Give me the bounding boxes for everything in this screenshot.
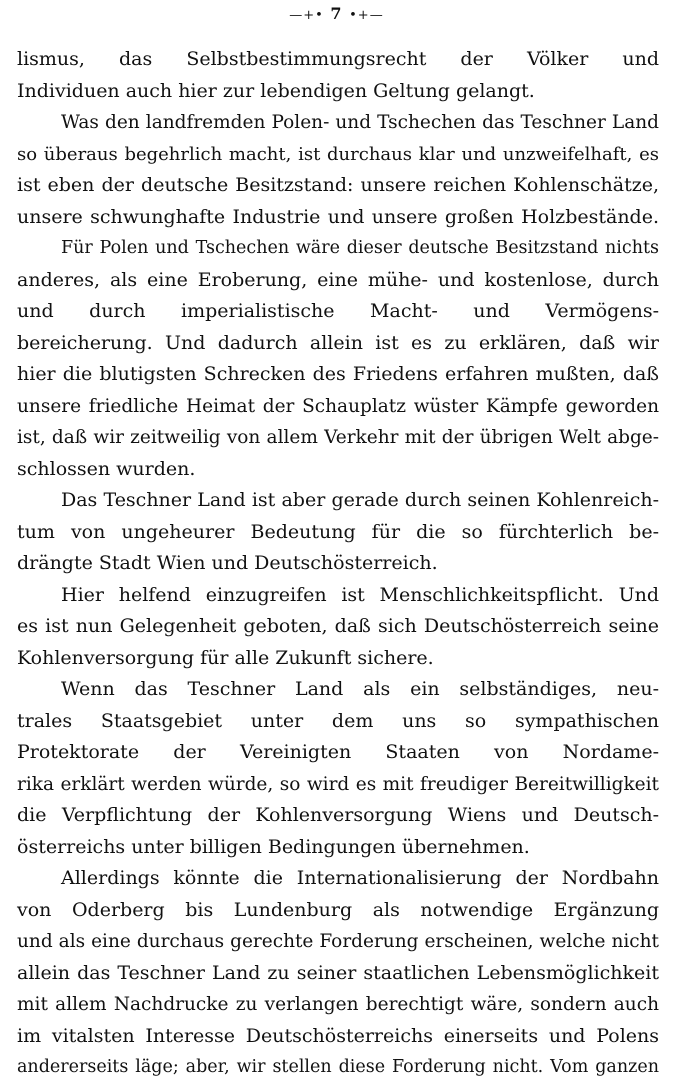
text-line: allein das Teschner Land zu seiner staatlichen Lebensmöglichkeit bbox=[17, 961, 659, 984]
paragraph-first-line: Das Teschner Land ist aber gerade durch seinen Kohlenreich- bbox=[61, 489, 659, 511]
page-number: 7 bbox=[330, 4, 343, 23]
text-line: und durch imperialistische Macht- und Vermögens- bbox=[17, 300, 659, 322]
page-header bbox=[0, 4, 673, 23]
text-line: trales Staatsgebiet unter dem uns so sympathischen bbox=[17, 709, 659, 732]
text-line: drängte Stadt Wien und Deutschösterreich. bbox=[17, 552, 438, 574]
text-line: schlossen wurden. bbox=[17, 457, 196, 480]
text-line: hier die blutigsten Schrecken des Friedens erfahren mußten, daß bbox=[17, 363, 659, 385]
text-line: Kohlenversorgung für alle Zukunft sichere. bbox=[17, 646, 434, 669]
paragraph-first-line: Allerdings könnte die Internationalisierung der Nordbahn bbox=[61, 867, 659, 889]
text-line: bereicherung. Und dadurch allein ist es zu erklären, daß wir bbox=[17, 331, 659, 354]
body-text bbox=[17, 44, 659, 1084]
text-line: unsere friedliche Heimat der Schauplatz wüster Kämpfe geworden bbox=[17, 395, 659, 417]
text-line: von Oderberg bis Lundenburg als notwendige Ergänzung bbox=[17, 898, 659, 921]
text-line: tum von ungeheurer Bedeutung für die so fürchterlich be- bbox=[17, 520, 659, 543]
text-line: rika erklärt werden würde, so wird es mit freudiger Bereitwilligkeit bbox=[17, 773, 659, 795]
text-line: österreichs unter billigen Bedingungen übernehmen. bbox=[17, 835, 530, 858]
text-line: andererseits läge; aber, wir stellen diese Forderung nicht. Vom ganzen bbox=[17, 1057, 659, 1077]
text-line: ist, daß wir zeitweilig von allem Verkehr mit der übrigen Welt abge- bbox=[17, 427, 659, 448]
paragraph-first-line: Hier helfend einzugreifen ist Menschlichkeitspflicht. Und bbox=[61, 583, 659, 606]
header-ornament-right: •+— bbox=[349, 8, 384, 23]
paragraph-first-line: Für Polen und Tschechen wäre dieser deutsche Besitzstand nichts bbox=[61, 238, 659, 258]
text-line: die Verpflichtung der Kohlenversorgung Wiens und Deutsch- bbox=[17, 804, 659, 826]
text-line: anderes, als eine Eroberung, eine mühe- und kostenlose, durch bbox=[17, 268, 659, 291]
paragraph-first-line: Wenn das Teschner Land als ein selbständiges, neu- bbox=[61, 678, 659, 700]
text-line: unsere schwunghafte Industrie und unsere großen Holzbestände. bbox=[17, 205, 659, 228]
text-line: Individuen auch hier zur lebendigen Geltung gelangt. bbox=[17, 79, 535, 102]
text-line: Protektorate der Vereinigten Staaten von Nordame- bbox=[17, 741, 659, 763]
header-ornament-left: —+• bbox=[289, 8, 324, 23]
text-line: lismus, das Selbstbestimmungsrecht der Völker und bbox=[17, 48, 659, 70]
text-line: und als eine durchaus gerechte Forderung erscheinen, welche nicht bbox=[17, 931, 659, 952]
text-line: im vitalsten Interesse Deutschösterreichs einerseits und Polens bbox=[17, 1024, 659, 1047]
text-line: so überaus begehrlich macht, ist durchaus klar und unzweifelhaft, es bbox=[17, 143, 659, 165]
text-line: es ist nun Gelegenheit geboten, daß sich Deutschösterreich seine bbox=[17, 615, 659, 637]
text-line: mit allem Nachdrucke zu verlangen berechtigt wäre, sondern auch bbox=[17, 994, 659, 1015]
text-line: ist eben der deutsche Besitzstand: unsere reichen Kohlenschätze, bbox=[17, 174, 659, 196]
paragraph-first-line: Was den landfremden Polen- und Tschechen das Teschner Land bbox=[61, 112, 659, 133]
